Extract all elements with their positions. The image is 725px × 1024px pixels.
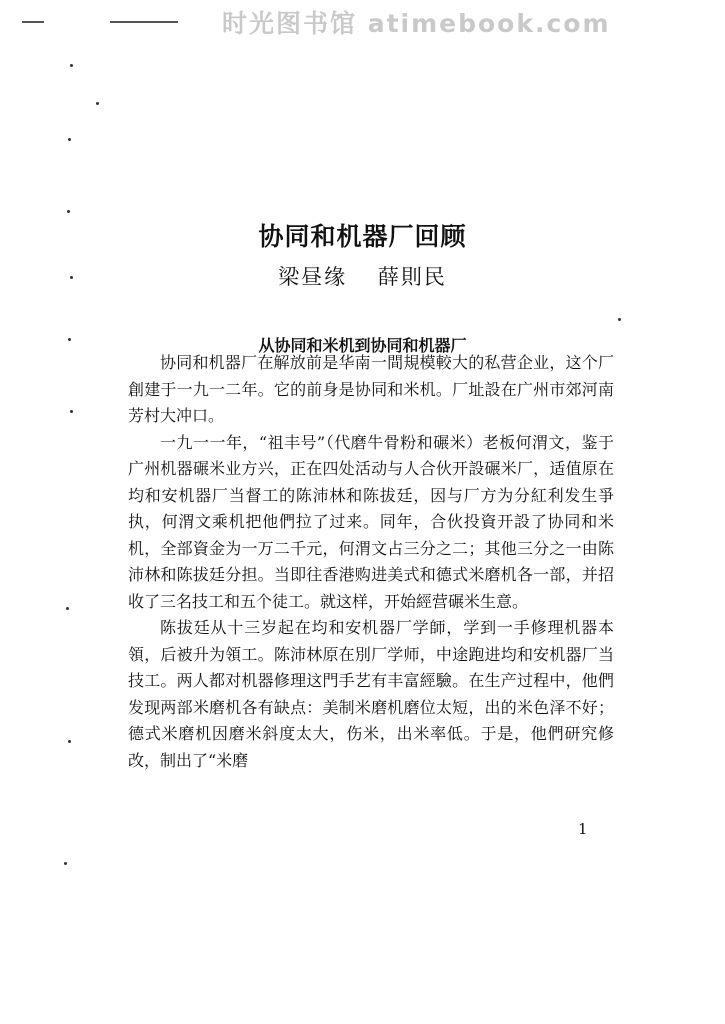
scan-speck	[64, 862, 67, 865]
scan-speck	[68, 740, 71, 743]
paragraph: 协同和机器厂在解放前是华南一間規模較大的私营企业，这个厂創建于一九一二年。它的前身是协同和米机。厂址設在广州市郊河南芳村大冲口。	[128, 353, 614, 425]
header-rule-right	[110, 21, 178, 23]
scan-speck	[68, 138, 71, 141]
article-authors: 梁昼缘 薛則民	[278, 265, 447, 289]
article-title: 协同和机器厂回顾	[258, 221, 467, 251]
article-body	[128, 350, 614, 774]
scan-speck	[618, 318, 621, 321]
scan-speck	[67, 210, 70, 213]
scan-speck	[70, 276, 73, 279]
scan-speck	[70, 410, 73, 413]
section-heading: 从协同和米机到协同和机器厂	[258, 336, 467, 356]
scan-speck	[66, 607, 69, 610]
header-rule-left	[22, 21, 44, 23]
watermark: 时光图书馆 atimebook.com	[222, 9, 611, 38]
paragraph: 一九一一年，“祖丰号”（代磨牛骨粉和碾米）老板何渭文，鉴于广州机器碾米业方兴，正在四处活动与人合伙开設碾米厂，适值原在均和安机器厂当督工的陈沛林和陈拔廷，因与厂方为分紅利发生爭执，何渭文乘机把他們拉了过来。同年，合伙投資开設了协同和米机，全部資金为一万二千元，何渭文占三分之二；其他三分之一由陈沛林和陈拔廷分担。当即往香港购进美式和德式米磨机各一部，并招收了三名技工和五个徒工。就这样，开始經营碾米生意。	[128, 432, 614, 611]
paragraph: 陈拔廷从十三岁起在均和安机器厂学師，学到一手修理机器本領，后被升为領工。陈沛林原在別厂学师，中途跑进均和安机器厂当技工。两人都对机器修理这門手艺有丰富經驗。在生产过程中，他們发现两部米磨机各有缺点：美制米磨机磨位太短，出的米色泽不好；德式米磨机因磨米斜度太大，伤米，出米率低。于是，他們研究修改，制出了“米磨	[128, 618, 614, 770]
scan-speck	[70, 64, 73, 67]
scan-speck	[96, 102, 99, 105]
page-number: 1	[578, 820, 588, 838]
scan-speck	[68, 338, 71, 341]
